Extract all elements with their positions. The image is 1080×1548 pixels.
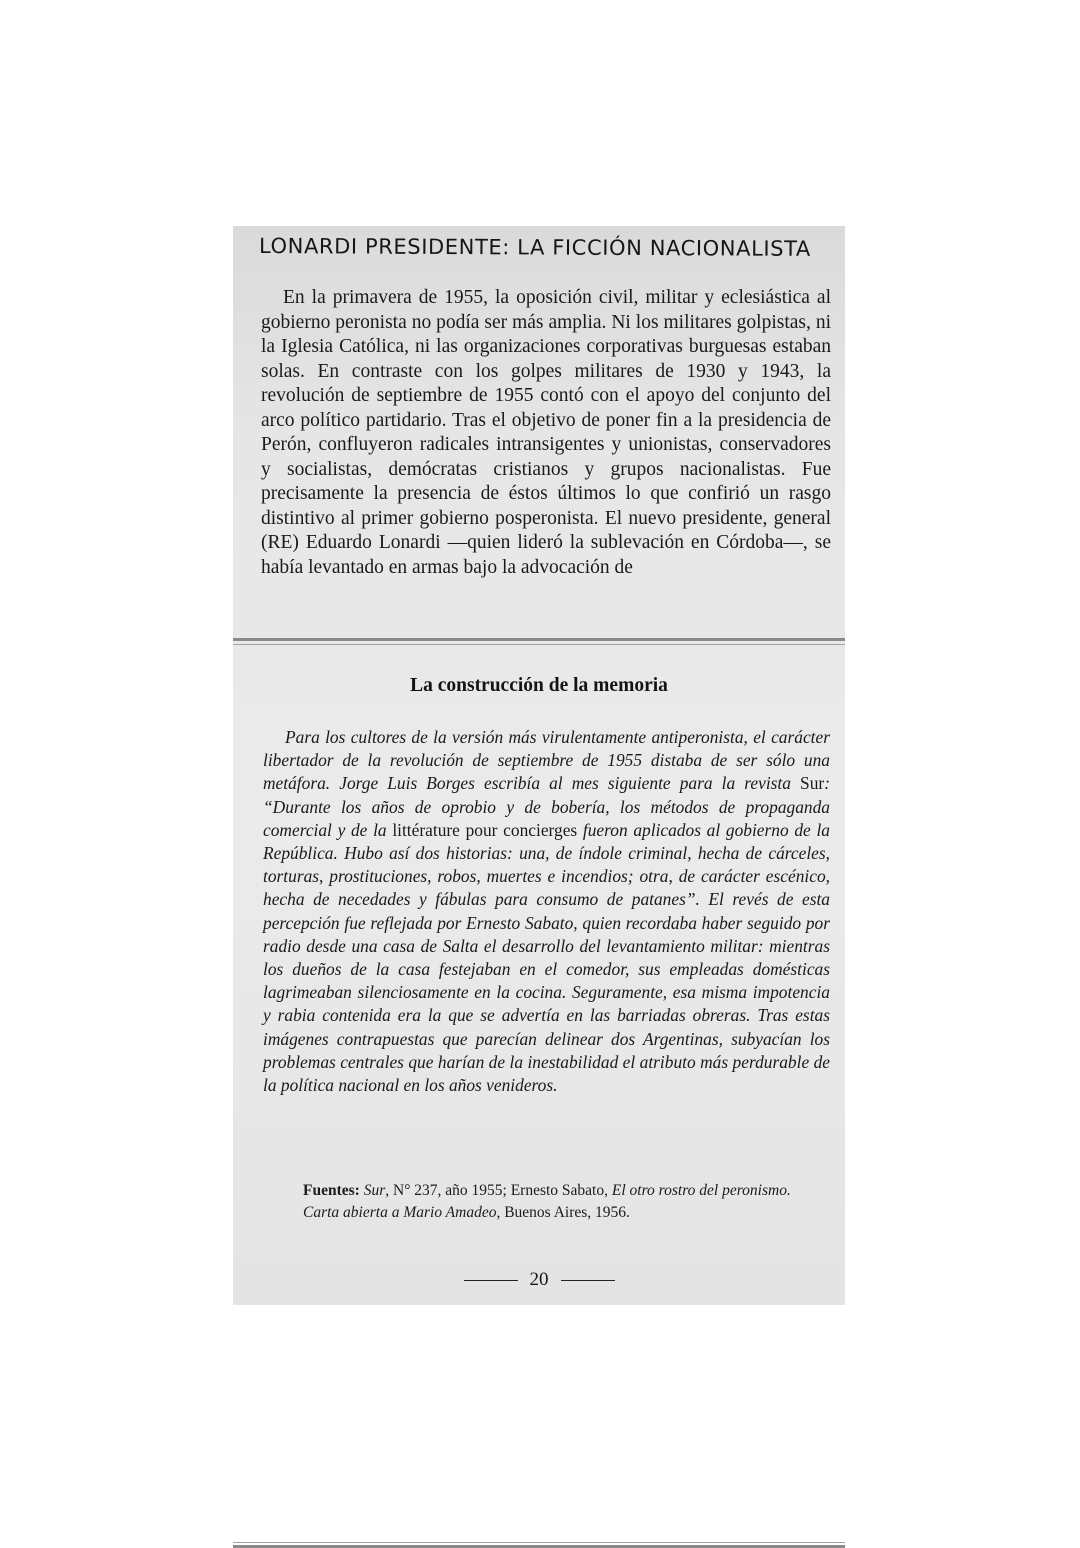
- sidebar-box-text: [263, 726, 830, 1097]
- box-text-part2: : “Durante los años de oprobio y de bobería, los métodos de propaganda comercial y de la: [263, 773, 830, 840]
- box-bottom-rule-thin: [233, 1542, 845, 1543]
- box-text-part1: Para los cultores de la versión más virulentamente antiperonista, el carácter libertador de la revolución de septiembre de 1955 distaba de ser sólo una metáfora. Jorge Luis Borges escribía al mes siguiente para la revista: [263, 727, 830, 794]
- french-phrase: littérature pour concierges: [392, 819, 578, 840]
- source1-rest: , N° 237, año 1955; Ernesto Sabato,: [385, 1182, 612, 1199]
- box-top-rule: [233, 638, 845, 641]
- sources-label: Fuentes:: [303, 1182, 360, 1199]
- page-number: [233, 1269, 845, 1291]
- body-paragraph: En la primavera de 1955, la oposición civil, militar y eclesiástica al gobierno peronista no podía ser más amplia. Ni los militares golpistas, ni la Iglesia Católica, ni las organizaciones corporativas burguesas estaban solas. En contraste con los golpes militares de 1930 y 1943, la revolución de septiembre de 1955 contó con el apoyo del conjunto del arco político partidario. Tras el objetivo de poner fin a la presidencia de Perón, confluyeron radicales intransigentes y unionistas, conservadores y socialistas, demócratas cristianos y grupos nacionalistas. Fue precisamente la presencia de éstos últimos lo que confirió un rasgo distintivo al primer gobierno posperonista. El nuevo presidente, general (RE) Eduardo Lonardi —quien lideró la sublevación en Córdoba—, se había levantado en armas bajo la advocación de: [261, 287, 831, 578]
- folio-dash-right: [561, 1280, 615, 1281]
- journal-name-sur: Sur: [800, 773, 825, 794]
- sources-citation: [303, 1180, 813, 1224]
- page-number-text: 20: [529, 1269, 549, 1290]
- source2-rest: , Buenos Aires, 1956.: [496, 1204, 630, 1221]
- box-top-rule-thin: [233, 644, 845, 645]
- source2-title: El otro rostro del peronismo. Carta abierta a Mario Amadeo: [303, 1182, 791, 1221]
- sidebar-box-heading: La construcción de la memoria: [410, 675, 668, 696]
- scanned-book-page: [233, 226, 845, 1305]
- chapter-title: LONARDI PRESIDENTE: LA FICCIÓN NACIONALISTA: [258, 234, 811, 261]
- source1-title: Sur: [363, 1182, 386, 1199]
- box-text-part3: fueron aplicados al gobierno de la República. Hubo así dos historias: una, de índole criminal, hecha de cárceles, torturas, prostituciones, robos, muertes e incendios; otra, de carácter escénico, hecha de necedades y fábulas para consumo de patanes”. El revés de esta percepción fue reflejada por Ernesto Sabato, quien recordaba haber seguido por radio desde una casa de Salta el desarrollo del levantamiento militar: mientras los dueños de la casa festejaban en el comedor, sus empleadas domésticas lagrimeaban silenciosamente en la cocina. Seguramente, esa misma impotencia y rabia contenida era la que se advertía en las barriadas obreras. Tras estas imágenes contrapuestas que parecían delinear dos Argentinas, subyacían los problemas centrales que harían de la inestabilidad el atributo más perdurable de la política nacional en los años venideros.: [263, 819, 830, 1096]
- folio-dash-left: [464, 1280, 518, 1281]
